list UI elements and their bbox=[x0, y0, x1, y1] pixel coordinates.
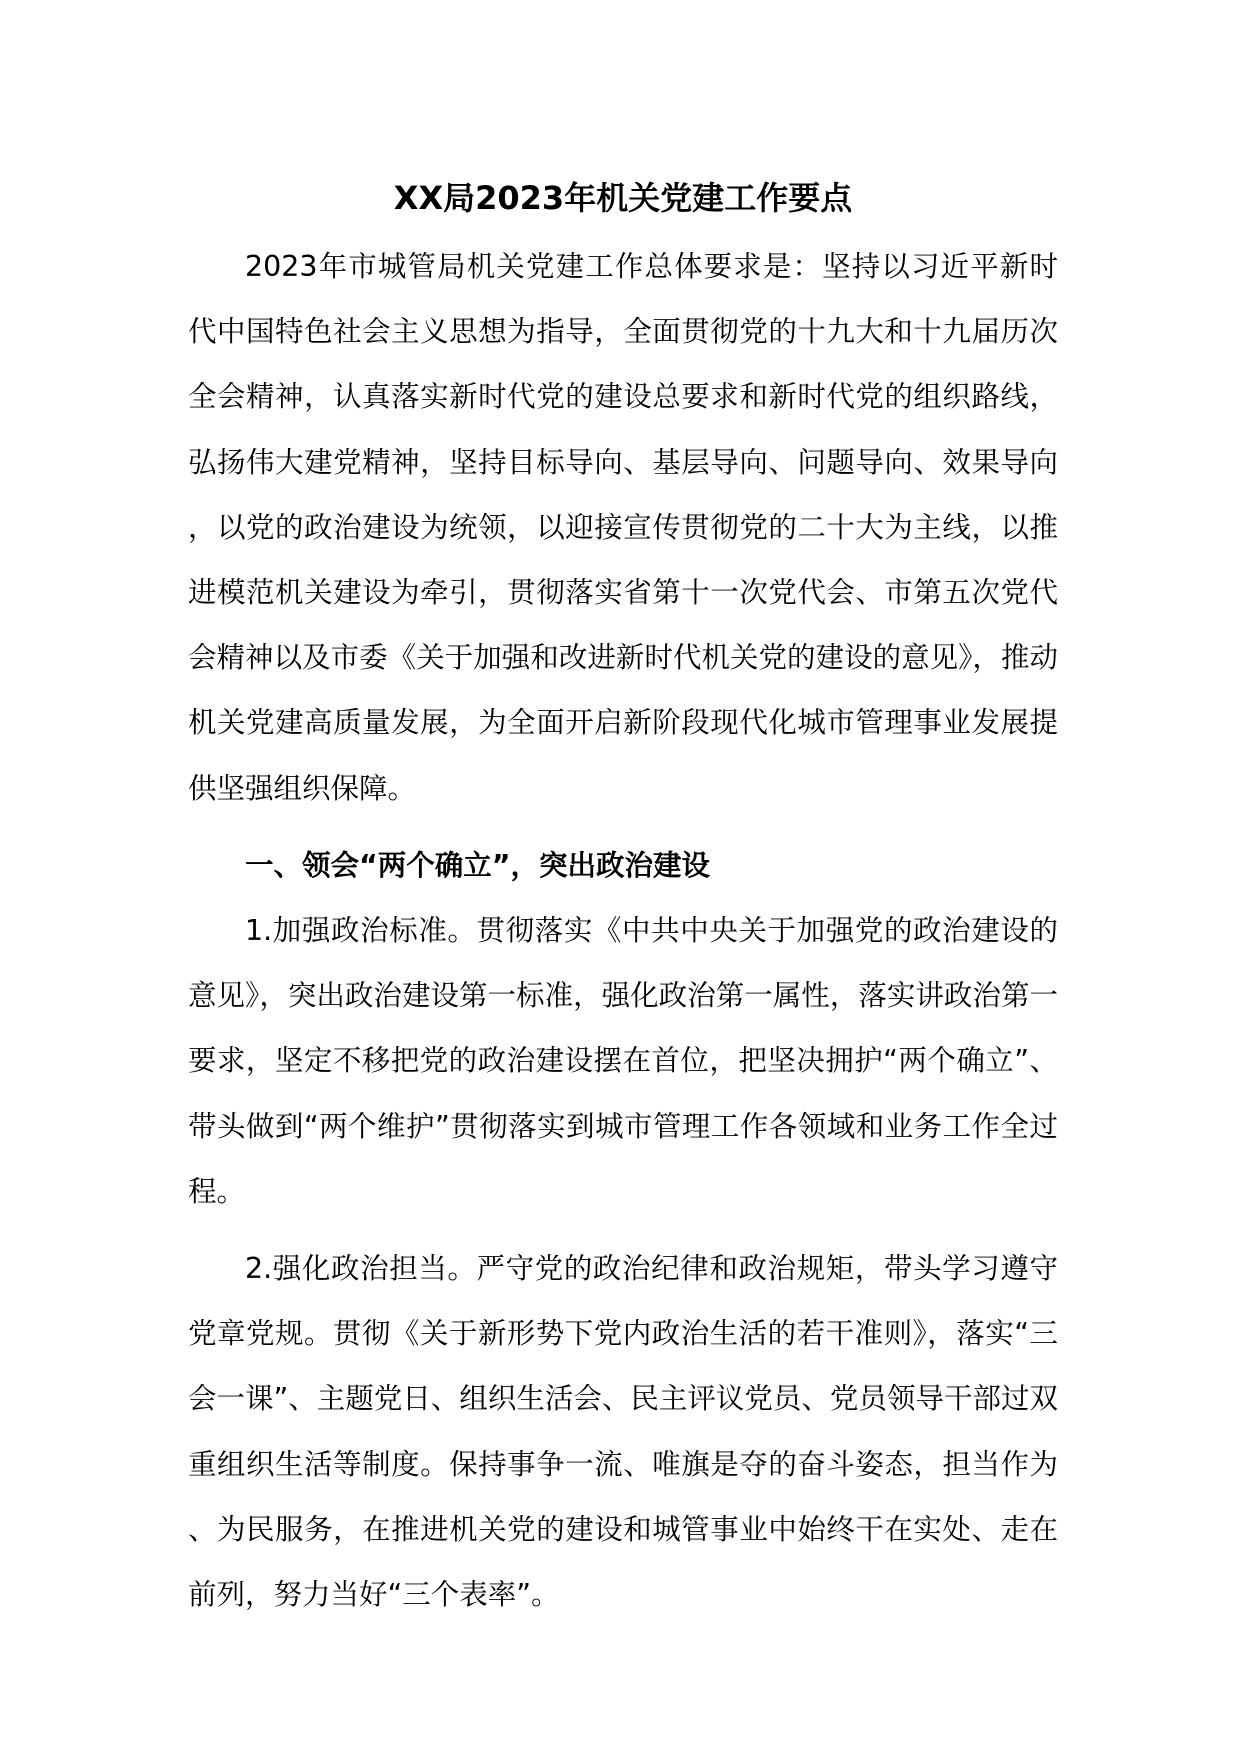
section-heading: 一、领会“两个确立”，突出政治建设 bbox=[245, 848, 710, 882]
spacer bbox=[188, 821, 1058, 833]
intro-paragraph: 2023年市城管局机关党建工作总体要求是：坚持以习近平新时代中国特色社会主义思想为指导，全面贯彻党的十九大和十九届历次全会精神，认真落实新时代党的建设总要求和新时代党的组织路线，弘扬伟大建党精神，坚持目标导向、基层导向、问题导向、效果导向，以党的政治建设为统领，以迎接宣传贯彻党的二十大为主线，以推进模范机关建设为牵引，贯彻落实省第十一次党代会、市第五次党代会精神以及市委《关于加强和改进新时代机关党的建设的意见》，推动机关党建高质量发展，为全面开启新阶段现代化城市管理事业发展提供坚强组织保障。 bbox=[188, 250, 1058, 805]
document-page bbox=[188, 170, 1058, 1627]
section-item-2: 2.强化政治担当。严守党的政治纪律和政治规矩，带头学习遵守党章党规。贯彻《关于新形势下党内政治生活的若干准则》，落实“三会一课”、主题党日、组织生活会、民主评议党员、党员领导干部过双重组织生活等制度。保持事争一流、唯旗是夺的奋斗姿态，担当作为、为民服务，在推进机关党的建设和城管事业中始终干在实处、走在前列，努力当好“三个表率”。 bbox=[188, 1252, 1058, 1612]
spacer bbox=[188, 1224, 1058, 1236]
section-item-1: 1.加强政治标准。贯彻落实《中共中央关于加强党的政治建设的意见》，突出政治建设第一标准，强化政治第一属性，落实讲政治第一要求，坚定不移把党的政治建设摆在首位，把坚决拥护“两个确立”、带头做到“两个维护”贯彻落实到城市管理工作各领域和业务工作全过程。 bbox=[188, 914, 1058, 1208]
document-title: XX局2023年机关党建工作要点 bbox=[393, 179, 853, 217]
